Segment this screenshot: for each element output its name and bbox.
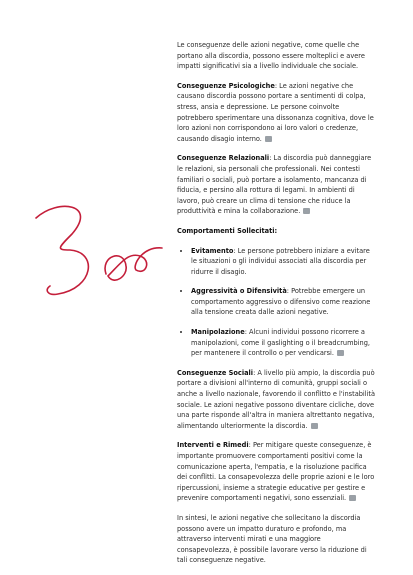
- conclusion-paragraph: In sintesi, le azioni negative che sollecitano la discordia possono avere un impatto duraturo e profondo, ma attraverso interventi mirati e una maggiore consapevolezza, è possibile lavorare verso la riduzione di tali conseguenze negative.: [177, 513, 367, 565]
- behaviors-list: [177, 246, 377, 359]
- section-title: Conseguenze Sociali: [177, 368, 254, 377]
- intro-paragraph: Le conseguenze delle azioni negative, come quelle che portano alla discordia, possono essere molteplici e avere impatti significativi sia a livello individuale che sociale.: [177, 41, 365, 71]
- list-item: [191, 327, 377, 359]
- section-text: : Per mitigare queste conseguenze, è importante promuovere comportamenti positivi come la comunicazione aperta, l'empatia, e la risoluzione pacifica dei conflitti. La consapevolezza delle proprie azioni e le loro ripercussioni, insieme a strategie educative per gestire e prevenire comportamenti negativi, sono essenziali.: [177, 441, 375, 503]
- section-title: Conseguenze Relazionali: [177, 154, 270, 163]
- list-item: [191, 286, 377, 318]
- section-text: : La discordia può danneggiare le relazioni, sia personali che professionali. Nei contesti familiari o sociali, può portare a isolamento, mancanza di fiducia, e persino alla rottura di legami. In ambienti di lavoro, può creare un clima di tensione che riduce la produttività e mina la collaborazione.: [177, 154, 372, 216]
- item-text: : Alcuni individui possono ricorrere a manipolazioni, come il gaslighting o il breadcrumbing, per mantenere il controllo o per vendicarsi.: [191, 328, 371, 358]
- section-relazionali: [177, 153, 377, 217]
- handwritten-red-scribble: [28, 190, 178, 310]
- item-title: Evitamento: [191, 246, 234, 255]
- item-title: Manipolazione: [191, 328, 245, 337]
- section-psicologiche: [177, 81, 377, 145]
- behaviors-heading: Comportamenti Sollecitati:: [177, 226, 278, 235]
- emoji-icon: [349, 495, 356, 501]
- item-text: : Potrebbe emergere un comportamento aggressivo o difensivo come reazione alla tensione creata dalle azioni negative.: [191, 287, 371, 317]
- emoji-icon: [265, 136, 272, 142]
- behaviors-title: Comportamenti Sollecitati: [177, 226, 275, 235]
- emoji-icon: [337, 350, 344, 356]
- document-body: [177, 40, 377, 575]
- section-text: : A livello più ampio, la discordia può portare a divisioni all'interno di comunità, gruppi sociali o anche a livello nazionale, favorendo il conflitto e l'instabilità sociale. Le azioni negative possono diventare cicliche, dove una parte risponde all'altra in maniera altrettanto negativa, alimentando ulteriormente la discordia.: [177, 368, 376, 430]
- section-sociali: [177, 368, 377, 432]
- item-title: Aggressività o Difensività: [191, 287, 287, 296]
- section-text: : Le azioni negative che causano discordia possono portare a sentimenti di colpa, stress, ansia e depressione. Le persone coinvolte potrebbero sperimentare una dissonanza cognitiva, dove le loro azioni non corrispondono ai loro valori o credenze, causando disagio interno.: [177, 81, 374, 143]
- list-item: [191, 246, 377, 278]
- emoji-icon: [303, 208, 310, 214]
- section-title: Conseguenze Psicologiche: [177, 81, 275, 90]
- section-interventi: [177, 440, 377, 504]
- item-text: : Le persone potrebbero iniziare a evitare le situazioni o gli individui associati alla discordia per ridurre il disagio.: [191, 246, 370, 276]
- emoji-icon: [311, 423, 318, 429]
- section-title: Interventi e Rimedi: [177, 441, 249, 450]
